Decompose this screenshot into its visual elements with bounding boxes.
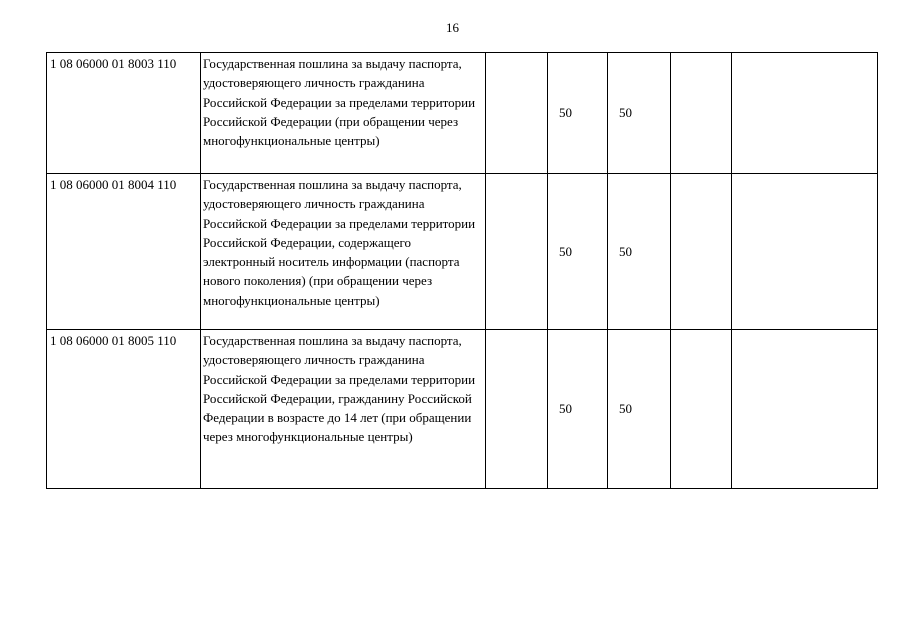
amount-cell: 50 [608, 53, 671, 174]
budget-code-cell: 1 08 06000 01 8004 110 [47, 174, 201, 330]
amount-cell: 50 [548, 53, 608, 174]
empty-cell [732, 53, 878, 174]
empty-cell [671, 174, 732, 330]
fees-table [46, 52, 878, 489]
empty-cell [486, 174, 548, 330]
description-cell: Государственная пошлина за выдачу паспорта, удостоверяющего личность гражданина Российской Федерации за пределами территории Российской Федерации, содержащего электронный носитель информации (паспорта нового поколения) (при обращении через многофункциональные центры) [201, 174, 486, 330]
description-cell: Государственная пошлина за выдачу паспорта, удостоверяющего личность гражданина Российской Федерации за пределами территории Российской Федерации, гражданину Российской Федерации в возрасте до 14 лет (при обращении через многофункциональные центры) [201, 330, 486, 489]
description-cell: Государственная пошлина за выдачу паспорта, удостоверяющего личность гражданина Российской Федерации за пределами территории Российской Федерации (при обращении через многофункциональные центры) [201, 53, 486, 174]
table-row [47, 53, 878, 174]
budget-code-cell: 1 08 06000 01 8005 110 [47, 330, 201, 489]
page-number: 16 [446, 20, 459, 35]
budget-code-cell: 1 08 06000 01 8003 110 [47, 53, 201, 174]
amount-cell: 50 [608, 330, 671, 489]
empty-cell [732, 174, 878, 330]
amount-cell: 50 [548, 330, 608, 489]
table-row [47, 330, 878, 489]
empty-cell [486, 330, 548, 489]
empty-cell [732, 330, 878, 489]
empty-cell [486, 53, 548, 174]
empty-cell [671, 330, 732, 489]
table-row [47, 174, 878, 330]
amount-cell: 50 [548, 174, 608, 330]
empty-cell [671, 53, 732, 174]
amount-cell: 50 [608, 174, 671, 330]
